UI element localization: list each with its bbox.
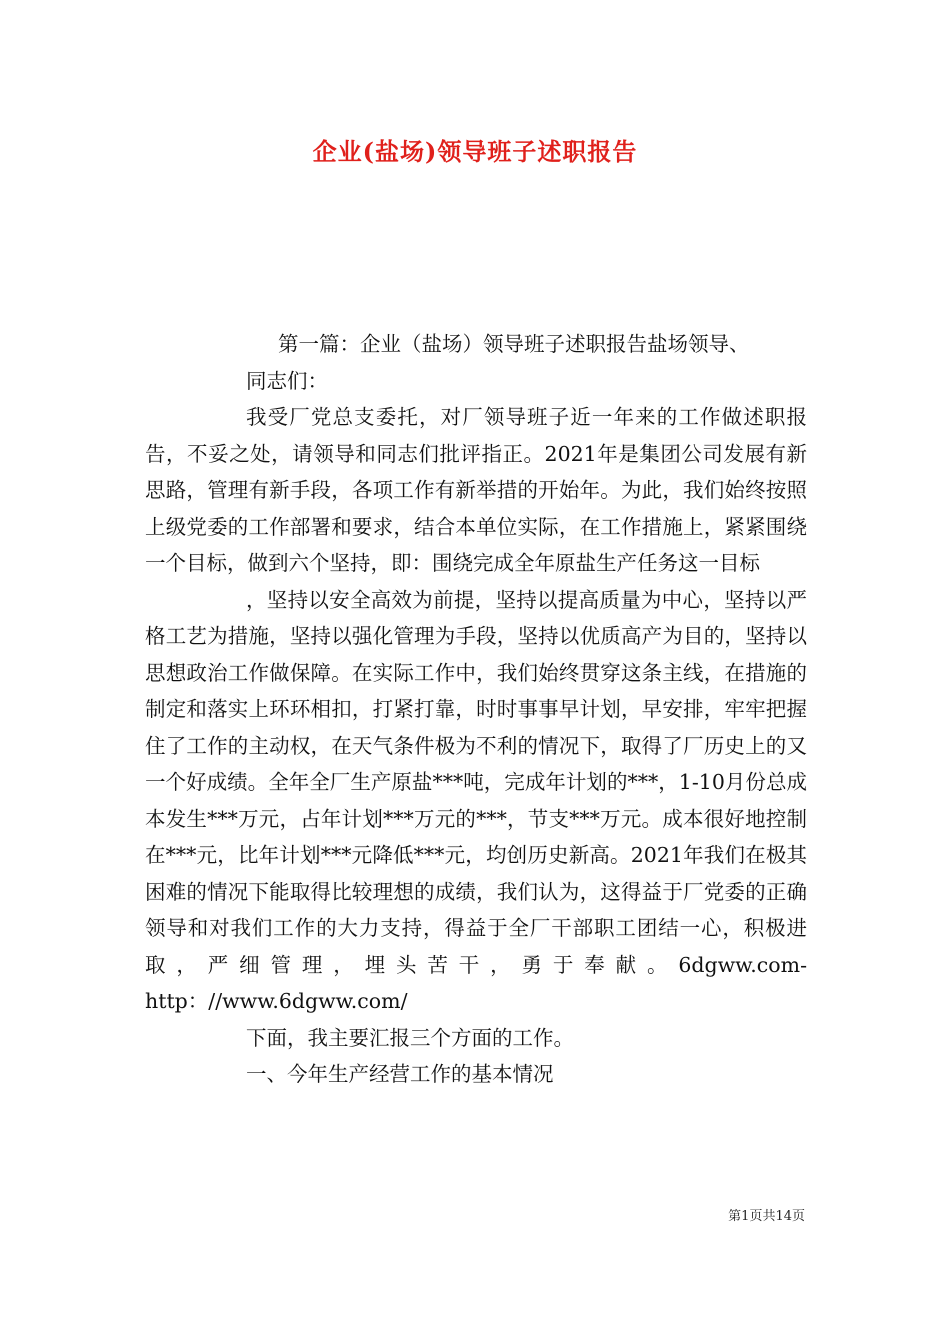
paragraph-heading: 第一篇：企业（盐场）领导班子述职报告盐场领导、 — [278, 332, 750, 356]
page-number-footer: 第1页共14页 — [728, 1209, 805, 1224]
document-body — [145, 326, 807, 1093]
paragraph-achievements: ，坚持以安全高效为前提，坚持以提高质量为中心，坚持以严格工艺为措施，坚持以强化管理为手段，坚持以优质高产为目的，坚持以思想政治工作做保障。在实际工作中，我们始终贯穿这条主线，在措施的制定和落实上环环相扣，打紧打靠，时时事事早计划，早安排，牢牢把握住了工作的主动权，在天气条件极为不利的情况下，取得了厂历史上的又一个好成绩。全年全厂生产原盐***吨，完成年计划的***，1-10月份总成本发生***万元，占年计划***万元的***，节支***万元。成本很好地控制在***元，比年计划***元降低***元，均创历史新高。2021年我们在极其困难的情况下能取得比较理想的成绩，我们认为，这得益于厂党委的正确领导和对我们工作的大力支持，得益于全厂干部职工团结一心，积极进取，严细管理，埋头苦干，勇于奉献。6dgww.com-http：//www.6dgww.com/ — [145, 587, 807, 1013]
paragraph-intro: 我受厂党总支委托，对厂领导班子近一年来的工作做述职报告，不妥之处，请领导和同志们批评指正。2021年是集团公司发展有新思路，管理有新手段，各项工作有新举措的开始年。为此，我们始终按照上级党委的工作部署和要求，结合本单位实际，在工作措施上，紧紧围绕一个目标，做到六个坚持，即：围绕完成全年原盐生产任务这一目标 — [145, 405, 807, 575]
paragraph-salutation: 同志们： — [246, 368, 328, 393]
paragraph-transition: 下面，我主要汇报三个方面的工作。 — [246, 1025, 574, 1050]
document-title: 企业(盐场)领导班子述职报告 — [312, 137, 638, 166]
section-heading-1: 一、今年生产经营工作的基本情况 — [246, 1062, 554, 1086]
